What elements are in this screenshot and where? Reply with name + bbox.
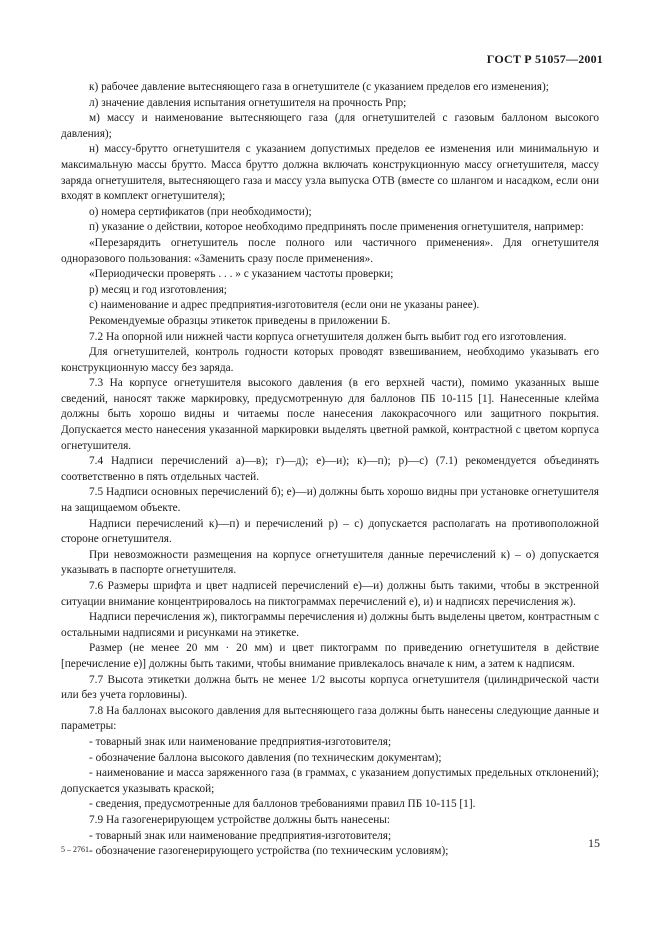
paragraph: 7.9 На газогенерирующем устройстве должны быть нанесены: (89, 813, 391, 826)
paragraph: Надписи перечисления ж), пиктограммы перечисления и) должны быть выделены цветом, контрастным с остальными надписями и рисунками на этикетке. (61, 611, 599, 639)
page-number: 15 (588, 836, 600, 850)
paragraph: Надписи перечислений к)—п) и перечислений р) – с) допускается располагать на противоположной стороне огнетушителя. (61, 517, 599, 546)
paragraph: - обозначение баллона высокого давления (по техническим документам); (89, 751, 442, 764)
paragraph: 7.8 На баллонах высокого давления для вытесняющего газа должны быть нанесены следующие данные и параметры: (61, 704, 599, 733)
paragraph: о) номера сертификатов (при необходимости); (89, 205, 312, 218)
paragraph: - наименование и масса заряженного газа (в граммах, с указанием допустимых предельных отклонений); допускается указывать краской; (61, 767, 599, 795)
paragraph: Размер (не менее 20 мм · 20 мм) и цвет пиктограмм по приведению огнетушителя в действие [перечисление е)] должны быть такими, чтобы внимание привлекалось вначале к ним, а затем к надписям. (61, 642, 599, 670)
paragraph: к) рабочее давление вытесняющего газа в огнетушителе (с указанием пределов его изменения); (89, 81, 549, 93)
paragraph: 7.5 Надписи основных перечислений б); е)—и) должны быть хорошо видны при установке огнетушителя на защищаемом объекте. (61, 486, 599, 515)
paragraph: Для огнетушителей, контроль годности которых проводят взвешиванием, необходимо указывать его конструкционную массу без заряда. (61, 346, 599, 374)
document-body (61, 80, 599, 860)
paragraph: - товарный знак или наименование предприятия-изготовителя; (89, 735, 392, 748)
paragraph: - товарный знак или наименование предприятия-изготовителя; (89, 829, 392, 842)
print-code: 5 – 2761 (61, 845, 89, 854)
paragraph: 7.7 Высота этикетки должна быть не менее 1/2 высоты корпуса огнетушителя (цилиндрической части или без учета горловины). (61, 673, 599, 702)
paragraph: л) значение давления испытания огнетушителя на прочность Pпр; (89, 96, 407, 109)
paragraph: п) указание о действии, которое необходимо предпринять после применения огнетушителя, например: (89, 221, 584, 234)
paragraph: - обозначение газогенерирующего устройства (по техническим условиям); (89, 845, 449, 858)
paragraph: н) массу-брутто огнетушителя с указанием допустимых пределов ее изменения или минимальную и максимальную массы брутто. Масса брутто должна включать конструкционную массу огнетушителя, массу заряда огнетушителя, вытесняющего газа и массу узла выпуска ОТВ (вместе со шлангом и насадком, если они входят в комплект огнетушителя); (61, 143, 599, 203)
paragraph: 7.6 Размеры шрифта и цвет надписей перечислений е)—и) должны быть такими, чтобы в экстренной ситуации внимание концентрировалось на пиктограммах перечислений е), и) и надписях перечисления ж). (61, 580, 599, 608)
paragraph: - сведения, предусмотренные для баллонов требованиями правил ПБ 10-115 [1]. (89, 798, 476, 811)
paragraph: с) наименование и адрес предприятия-изготовителя (если они не указаны ранее). (89, 299, 480, 312)
paragraph: 7.3 На корпусе огнетушителя высокого давления (в его верхней части), помимо указанных выше сведений, наносят также маркировку, предусмотренную для баллонов ПБ 10-115 [1]. Нанесенные клейма должны быть хорошо видны и читаемы после нанесения лакокрасочного или защитного покрытия. Допускается место нанесения указанной маркировки выделять цветной рамкой, контрастной с цветом корпуса огнетушителя. (61, 377, 599, 452)
paragraph: «Периодически проверять . . . » с указанием частоты проверки; (89, 268, 394, 281)
paragraph: Рекомендуемые образцы этикеток приведены в приложении Б. (89, 314, 391, 327)
paragraph: м) массу и наименование вытесняющего газа (для огнетушителей с газовым баллоном высокого давления); (61, 112, 599, 140)
paragraph: При невозможности размещения на корпусе огнетушителя данные перечислений к) – о) допускается указывать в паспорте огнетушителя. (61, 548, 599, 577)
paragraph: р) месяц и год изготовления; (89, 283, 227, 296)
paragraph: 7.4 Надписи перечислений а)—в); г)—д); е)—и); к)—п); р)—с) (7.1) рекомендуется объединять соответственно в пять отдельных частей. (61, 455, 599, 483)
standard-header: ГОСТ Р 51057—2001 (486, 52, 603, 66)
paragraph: «Перезарядить огнетушитель после полного или частичного применения». Для огнетушителя одноразового пользования: «Заменить сразу после применения». (61, 236, 599, 265)
paragraph: 7.2 На опорной или нижней части корпуса огнетушителя должен быть выбит год его изготовления. (89, 330, 567, 343)
